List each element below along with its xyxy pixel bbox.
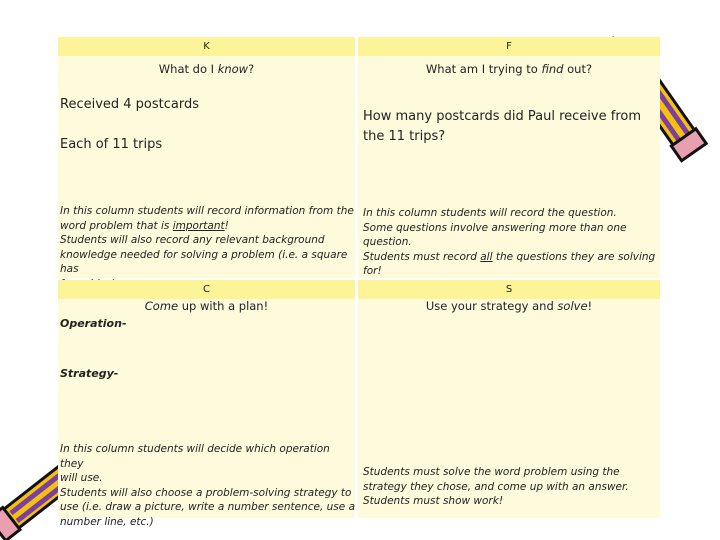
- c-note: In this column students will decide which operation they will use. Students will also choose a problem-solving strategy to use (i.e. draw a picture, write a number sentence, use a number line, etc.): [60, 443, 356, 528]
- s-header: S: [358, 280, 660, 299]
- c-body: [58, 299, 356, 528]
- s-subtitle: Use your strategy and solve!: [425, 299, 593, 313]
- k-question: What do I know?: [158, 62, 255, 76]
- w-note: In this column students will record the question. Some questions involve answering more than one question. Students must record all the questions they are solving for!: [363, 207, 656, 277]
- s-body: [358, 299, 660, 518]
- k-header: K: [58, 37, 355, 56]
- operation-label: Operation-: [60, 317, 127, 330]
- w-body: [358, 56, 660, 278]
- k-body: [58, 56, 355, 278]
- s-note: Students must solve the word problem using the strategy they chose, and come up with an answer. Students must show work!: [363, 466, 629, 507]
- c-header: C: [58, 280, 355, 299]
- k-fact-1: Received 4 postcards: [60, 97, 200, 112]
- c-subtitle: Come up with a plan!: [144, 299, 269, 313]
- w-header: F: [358, 37, 660, 56]
- strategy-label: Strategy-: [60, 367, 119, 380]
- w-question: What am I trying to find out?: [425, 62, 593, 76]
- k-note: In this column students will record information from the word problem that is important! Students will also record any relevant background knowledge needed for solving a problem (i.e. a square has: [60, 205, 354, 275]
- w-question-text: How many postcards did Paul receive from the 11 trips?: [363, 109, 641, 144]
- k-fact-2: Each of 11 trips: [60, 137, 163, 152]
